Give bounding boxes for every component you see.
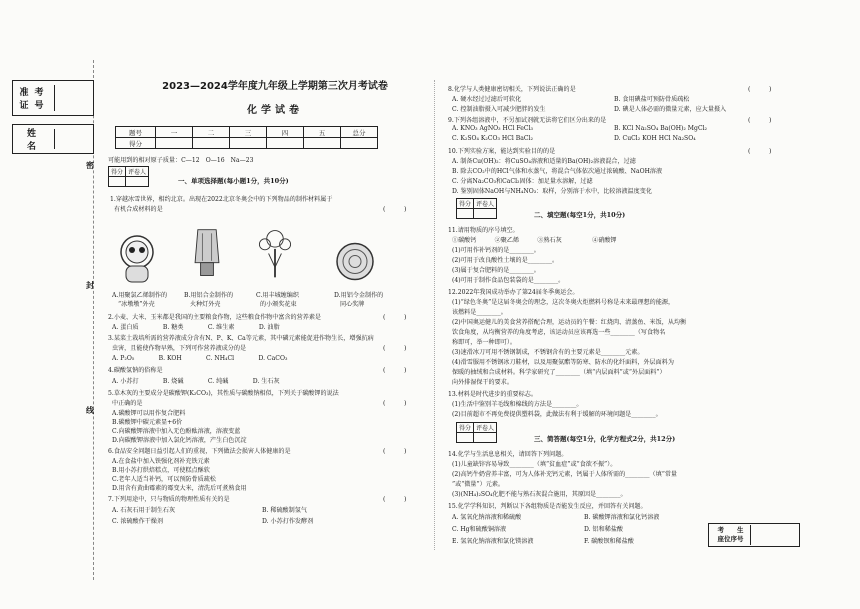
q9-option-a: A. KNO₃ AgNO₃ HCl FeCl₃ bbox=[452, 125, 533, 132]
grader-score-cell[interactable] bbox=[109, 177, 126, 187]
q5-option-d: D.向碳酸钾溶液中加入氯化钙溶液，产生白色沉淀 bbox=[112, 437, 247, 444]
answer-paren[interactable]: ( ) bbox=[748, 148, 772, 155]
exam-title: 2023—2024学年度九年级上学期第三次月考试卷 bbox=[162, 81, 388, 92]
score-cell: 四 bbox=[267, 127, 304, 138]
q15-text: 15.化学学科知识，判断以下各组物质是否能发生反应，并回答有关问题。 bbox=[448, 503, 647, 510]
q11-text: 11.请用物质的序号填空。 bbox=[448, 227, 519, 234]
name-label: 姓 名 bbox=[15, 129, 55, 149]
q7-option-d: D. 小苏打作发酵剂 bbox=[262, 518, 314, 525]
grader-score-label: 得分 bbox=[457, 423, 474, 433]
grader-label: 评卷人 bbox=[126, 167, 149, 177]
q10-text: 10.下列实验方案，能达到实验目的的是 bbox=[448, 148, 556, 155]
q15-option-d: D. 铝和稀盐酸 bbox=[584, 526, 624, 533]
answer-paren[interactable]: ( ) bbox=[383, 367, 407, 374]
q8-option-a: A. 硬水经过过滤后可软化 bbox=[452, 96, 522, 103]
grader-score-cell[interactable] bbox=[457, 209, 474, 219]
answer-paren[interactable]: ( ) bbox=[748, 117, 772, 124]
q12-line-5: 称即可，举一种即可）。 bbox=[452, 339, 516, 346]
q8-option-d: D. 碘是人体必需的微量元素，应大量摄入 bbox=[614, 106, 727, 113]
q6-option-c: C.老年人适当补钙，可以预防骨质疏松 bbox=[112, 476, 216, 483]
score-cell[interactable] bbox=[230, 138, 267, 149]
bouquet-picture bbox=[250, 226, 300, 281]
q2-options: A. 蛋白质 B. 糖类 C. 维生素 D. 油脂 bbox=[112, 324, 280, 331]
score-table bbox=[115, 126, 378, 149]
q10-option-b: B. 除去CO₂中的HCl气体和水蒸气，将混合气体依次通过浓硫酸、NaOH溶液 bbox=[452, 168, 663, 175]
q12-line-2: 该燃料是________。 bbox=[452, 309, 507, 316]
q5-option-c: C.向碳酸钾溶液中加入无色酚酞溶液，溶液变蓝 bbox=[112, 428, 241, 435]
q7-option-c: C. 浓硫酸作干燥剂 bbox=[112, 518, 163, 525]
q6-option-a: A.在食盐中加入铁强化剂补充铁元素 bbox=[112, 458, 210, 465]
score-cell: 三 bbox=[230, 127, 267, 138]
q10-option-c: C. 分离Na₂CO₃和CaCl₂固体：加足量水溶解，过滤 bbox=[452, 178, 593, 185]
torch-lamp-picture bbox=[182, 226, 232, 281]
q2-text: 2.小麦、大米、玉米都是我国的主要粮食作物，这些粮食作物中富含的营养素是 bbox=[108, 314, 322, 321]
q14-line-2: (2)高钙牛奶营养丰富，可为人体补充钙元素，钙属于人体所需的________（填“常量 bbox=[452, 471, 678, 478]
score-cell[interactable] bbox=[304, 138, 341, 149]
answer-paren[interactable]: ( ) bbox=[383, 448, 407, 455]
q12-line-6: (3)速滑冰刀可用不锈钢制成，不锈钢含有的主要元素是________元素。 bbox=[452, 349, 644, 356]
q12-line-4: 饮食角度，从均衡营养的角度考虑，该运动员应该再选一些________（写食物名 bbox=[452, 329, 666, 336]
exam-id-box bbox=[12, 80, 94, 116]
q3-options: A. P₂O₅ B. KOH C. NH₄Cl D. CaCO₃ bbox=[112, 355, 288, 362]
exam-id-label: 准考证号 bbox=[15, 85, 55, 111]
q3-text-2: 虫害，且能使作物早熟，下列可作营养液成分的是 bbox=[112, 345, 247, 352]
q15-option-f: F. 碳酸钡和稀盐酸 bbox=[584, 538, 634, 545]
mascot-picture bbox=[112, 230, 162, 285]
q4-text: 4.碳酸氢钠的俗称是 bbox=[108, 367, 163, 374]
atomic-mass-note: 可能用到的相对原子质量：C—12 O—16 Na—23 bbox=[108, 157, 254, 164]
q1-option-a-2: “冰墩墩”外壳 bbox=[118, 301, 155, 308]
q14-line-3: ”或“微量”）元素。 bbox=[452, 481, 505, 488]
score-table-score-row bbox=[116, 138, 378, 149]
q1-option-c-1: C.用丰城缠编织 bbox=[256, 292, 299, 299]
q15-option-b: B. 碳酸钾溶液和氯化钙溶液 bbox=[584, 514, 660, 521]
q5-option-b: B.碳酸钾中碳元素显+6价 bbox=[112, 419, 183, 426]
name-box bbox=[12, 124, 94, 154]
q6-text: 6.食品安全问题日益引起人们的重视，下列做法会损害人体健康的是 bbox=[108, 448, 291, 455]
q14-line-1: (1)儿童缺锌容易导致________（填“贫血症”或“食欲不振”）。 bbox=[452, 461, 617, 468]
q1-option-d-2: 同心奖牌 bbox=[340, 301, 365, 308]
seal-mark-1: 密 bbox=[86, 160, 94, 170]
score-cell: 得分 bbox=[116, 138, 156, 149]
answer-paren[interactable]: ( ) bbox=[383, 345, 407, 352]
q15-option-c: C. Hg和硫酸铜溶液 bbox=[452, 526, 507, 533]
q9-option-d: D. CuCl₂ KOH HCl Na₂SO₄ bbox=[614, 135, 696, 142]
q3-text-1: 3.某菜土栽培所需的营养液成分含有N、P、K、Ca等元素，其中磷元素能促进作物生长，增强抗病 bbox=[108, 335, 374, 342]
q1-text-2: 有机合成材料的是 bbox=[114, 206, 163, 213]
section1-heading: 一、单项选择题(每小题1分，共10分) bbox=[178, 177, 289, 185]
binding-strip bbox=[12, 60, 94, 580]
q7-text: 7.下列用途中，只与物质的物理性质有关的是 bbox=[108, 496, 230, 503]
q1-text-1: 1.穿越冰雪世界，相约北京。出现在2022北京冬奥会中的下列物品的制作材料属于 bbox=[110, 196, 333, 203]
q12-line-8: 保暖的抽绒和合成材料。科学家研究了________（填“内层面料”或“外层面料”） bbox=[452, 369, 666, 376]
q12-line-9: 向外排湿保干的要求。 bbox=[452, 379, 513, 386]
q1-option-a-1: A.用聚氯乙烯制作的 bbox=[112, 292, 168, 299]
score-cell: 五 bbox=[304, 127, 341, 138]
q5-option-a: A.碳酸钾可以用作复合肥料 bbox=[112, 410, 186, 417]
q11-items: ①碳酸钙 ②聚乙烯 ③熟石灰 ④硝酸钾 bbox=[452, 237, 617, 244]
q12-line-3: (2)中国奥运健儿的美食营养搭配合理，运动员的午餐：红烧肉、清蒸鱼、米饭，从均衡 bbox=[452, 319, 687, 326]
q1-option-b-2: 火种灯外壳 bbox=[190, 301, 221, 308]
subject-title: 化学试卷 bbox=[247, 105, 303, 116]
q14-text: 14.化学与生活息息相关，请回答下列问题。 bbox=[448, 451, 568, 458]
seat-number-box bbox=[708, 523, 800, 547]
score-cell: 题号 bbox=[116, 127, 156, 138]
seat-number-field[interactable] bbox=[755, 525, 797, 545]
seat-label bbox=[711, 525, 751, 545]
q8-option-b: B. 食用碘盐可预防骨质疏松 bbox=[614, 96, 690, 103]
q7-option-b: B. 稀硫酸制氢气 bbox=[262, 507, 307, 514]
q1-option-d-1: D.用铝令金制作的 bbox=[334, 292, 384, 299]
q6-option-d: D.用含有黄曲霉素的霉变大米，清洗后可煮熟食用 bbox=[112, 485, 247, 492]
q1-option-b-1: B.用铝合金制作的 bbox=[184, 292, 234, 299]
seat-label-2: 座位序号 bbox=[717, 535, 744, 543]
q10-option-d: D. 鉴别固体NaOH与NH₄NO₃：取样，分别溶于水中，比较溶液温度变化 bbox=[452, 188, 652, 195]
q14-line-4: (3)(NH₄)₂SO₄化肥不能与熟石灰混合施用，其原因是________。 bbox=[452, 491, 627, 498]
q11-sub-3: (3)属于复合肥料的是________。 bbox=[452, 267, 540, 274]
q1-option-c-2: 的小颁奖花束 bbox=[260, 301, 297, 308]
q9-text: 9.下列各组溶液中，不另加试剂就无法将它们区分出来的是 bbox=[448, 117, 607, 124]
section2-heading: 二、填空题(每空1分，共10分) bbox=[534, 211, 626, 219]
answer-paren[interactable]: ( ) bbox=[383, 206, 407, 213]
grader-score-label: 得分 bbox=[109, 167, 126, 177]
q12-line-7: (4)滑雪服用不锈钢冰刀鞋材，以及用聚氨酯等防寒、防水的化纤面料，外层面料为 bbox=[452, 359, 674, 366]
grader-label: 评卷人 bbox=[474, 199, 497, 209]
grader-name-cell[interactable] bbox=[474, 209, 497, 219]
medal-picture bbox=[330, 234, 380, 289]
q15-option-e: E. 氢氧化钠溶液和氯化镁溶液 bbox=[452, 538, 534, 545]
score-table-header-row bbox=[116, 127, 378, 138]
grader-name-cell[interactable] bbox=[474, 433, 497, 443]
seat-label-1: 考 生 bbox=[717, 526, 744, 534]
q5-text-1: 5.草木灰的主要成分是碳酸钾(K₂CO₃)，其性质与碳酸钠相似，下列关于碳酸钾的说法 bbox=[108, 390, 339, 397]
q8-text: 8.化学与人类健康密切相关，下列说法正确的是 bbox=[448, 86, 576, 93]
score-cell[interactable] bbox=[341, 138, 378, 149]
score-cell[interactable] bbox=[156, 138, 193, 149]
column-divider bbox=[434, 80, 435, 550]
grader-label: 评卷人 bbox=[474, 423, 497, 433]
q15-option-a: A. 氢氧化钠溶液和稀硫酸 bbox=[452, 514, 522, 521]
q4-options: A. 小苏打 B. 烧碱 C. 纯碱 D. 生石灰 bbox=[112, 378, 280, 385]
q13-line-1: (1)生活中鉴别羊毛线和棉线的方法是________。 bbox=[452, 401, 583, 408]
grader-score-label: 得分 bbox=[457, 199, 474, 209]
q11-sub-1: (1)可用作补钙剂的是________。 bbox=[452, 247, 540, 254]
score-cell: 二 bbox=[193, 127, 230, 138]
answer-paren[interactable]: ( ) bbox=[748, 86, 772, 93]
grader-box-3 bbox=[456, 422, 497, 443]
q9-option-b: B. KCl Na₂SO₄ Ba(OH)₂ MgCl₂ bbox=[614, 125, 707, 132]
q9-option-c: C. K₂SO₄ K₂CO₃ HCl BaCl₂ bbox=[452, 135, 533, 142]
q11-sub-2: (2)可用于改良酸性土壤的是________。 bbox=[452, 257, 559, 264]
q12-line-1: (1)“绿色冬奥”是这届冬奥会的理念，这次冬奥火炬燃料号称是未来最理想的能源， bbox=[452, 299, 675, 306]
q12-text: 12.2022年我国成功举办了第24届冬季奥运会。 bbox=[448, 289, 579, 296]
score-cell: 总分 bbox=[341, 127, 378, 138]
score-cell[interactable] bbox=[193, 138, 230, 149]
answer-paren[interactable]: ( ) bbox=[383, 496, 407, 503]
grader-name-cell[interactable] bbox=[126, 177, 149, 187]
score-cell: 一 bbox=[156, 127, 193, 138]
score-cell[interactable] bbox=[267, 138, 304, 149]
section3-heading: 三、简答题(每空1分，化学方程式2分，共12分) bbox=[534, 435, 676, 443]
q13-text: 13.材料是时代进步的重要标志。 bbox=[448, 391, 537, 398]
q5-text-2: 中正确的是 bbox=[112, 400, 143, 407]
q11-sub-4: (4)可用于制作食品包装袋的是________。 bbox=[452, 277, 565, 284]
seal-mark-2: 封 bbox=[86, 280, 94, 290]
q6-option-b: B.用小苏打烘焙糕点，可使糕点酥软 bbox=[112, 467, 210, 474]
grader-score-cell[interactable] bbox=[457, 433, 474, 443]
seal-mark-3: 线 bbox=[86, 405, 94, 415]
q8-option-c: C. 控制油脂摄入可减少肥胖的发生 bbox=[452, 106, 546, 113]
q7-option-a: A. 石灰石用于制生石灰 bbox=[112, 507, 176, 514]
q13-line-2: (2)目前超市不再免费提供塑料袋，此做法有利于缓解的环境问题是________。 bbox=[452, 411, 662, 418]
answer-paren[interactable]: ( ) bbox=[383, 400, 407, 407]
grader-box-2 bbox=[456, 198, 497, 219]
grader-box-1 bbox=[108, 166, 149, 187]
answer-paren[interactable]: ( ) bbox=[383, 314, 407, 321]
q10-option-a: A. 制备Cu(OH)₂：将CuSO₄溶液和适量的Ba(OH)₂溶液混合，过滤 bbox=[452, 158, 636, 165]
